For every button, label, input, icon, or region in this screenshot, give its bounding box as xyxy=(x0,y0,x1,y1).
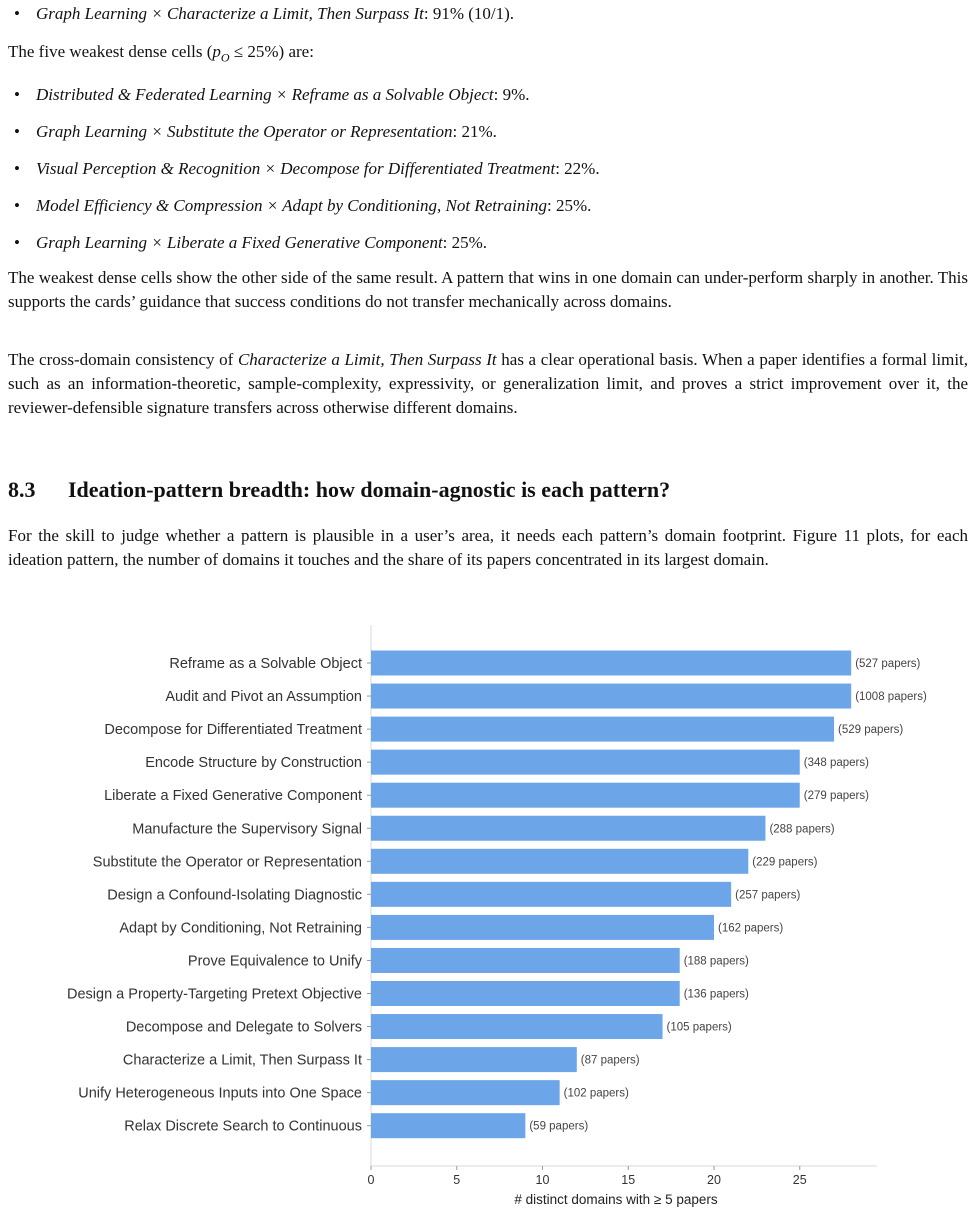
paragraph-section xyxy=(8,524,968,572)
data-label: (102 papers) xyxy=(563,1087,629,1100)
bar xyxy=(371,717,834,742)
bullet-italic: Graph Learning × Liberate a Fixed Generative Component xyxy=(36,233,443,252)
data-label: (87 papers) xyxy=(580,1054,640,1067)
x-tick-label: 20 xyxy=(707,1173,721,1187)
bullet-dot: • xyxy=(14,122,20,141)
bullet-italic: Model Efficiency & Compression × Adapt by Conditioning, Not Retraining xyxy=(36,196,548,215)
para-post: has a clear operational basis. When a paper identifies a formal limit, such as an information-theoretic, sample-complexity, expressivity, or generalization limit, and proves a strict improvement over it, the reviewer-defensible signature transfers across otherwise different domains. xyxy=(8,350,969,417)
weak-cell-bullet xyxy=(14,194,591,218)
data-label: (257 papers) xyxy=(735,889,801,902)
bullet-dot: • xyxy=(14,85,20,104)
x-tick-label: 5 xyxy=(453,1173,461,1187)
para-pre: The cross-domain consistency of xyxy=(8,350,238,369)
x-tick-label: 10 xyxy=(535,1173,550,1187)
category-label: Characterize a Limit, Then Surpass It xyxy=(122,1052,362,1069)
weakest-intro xyxy=(8,40,968,69)
category-label: Design a Confound-Isolating Diagnostic xyxy=(107,887,362,904)
bar xyxy=(371,1047,577,1072)
bullet-dot: • xyxy=(14,233,20,252)
paragraph-consistency xyxy=(8,348,968,420)
paragraph-text: The weakest dense cells show the other side of the same result. A pattern that wins in one domain can under-perform sharply in another. This supports the cards’ guidance that success conditions do not transfer mechanically across domains. xyxy=(8,268,968,311)
category-label: Adapt by Conditioning, Not Retraining xyxy=(119,920,362,937)
bullet-italic: Distributed & Federated Learning × Reframe as a Solvable Object xyxy=(36,85,494,104)
bar xyxy=(371,750,800,775)
weak-cell-bullet xyxy=(14,231,487,255)
bar xyxy=(371,1113,525,1138)
bar xyxy=(371,651,851,676)
category-label: Substitute the Operator or Representation xyxy=(92,854,362,871)
domain-breadth-chart xyxy=(0,625,976,1217)
data-label: (105 papers) xyxy=(666,1021,732,1034)
data-label: (162 papers) xyxy=(718,922,784,935)
bar xyxy=(371,882,731,907)
weak-cell-bullet xyxy=(14,157,600,181)
data-label: (136 papers) xyxy=(683,988,749,1001)
data-label: (288 papers) xyxy=(769,823,835,836)
para-italic: Characterize a Limit, Then Surpass It xyxy=(237,350,497,369)
weak-cell-bullet xyxy=(14,83,530,107)
bullet-rest: : 22%. xyxy=(555,159,600,178)
bar xyxy=(371,816,765,841)
category-label: Prove Equivalence to Unify xyxy=(187,953,362,970)
paragraph-text: For the skill to judge whether a pattern is plausible in a user’s area, it needs each pattern’s domain footprint. Figure 11 plots, for each ideation pattern, the number of domains it touches and the share of its papers concentrated in its largest domain. xyxy=(8,526,968,569)
data-label: (188 papers) xyxy=(683,955,749,968)
x-tick-label: 15 xyxy=(621,1173,636,1187)
data-label: (279 papers) xyxy=(803,790,869,803)
bar xyxy=(371,684,851,709)
category-label: Decompose for Differentiated Treatment xyxy=(104,722,362,739)
x-axis-label: # distinct domains with ≥ 5 papers xyxy=(514,1192,718,1207)
bar xyxy=(371,1014,663,1039)
intro-post: ≤ 25%) are: xyxy=(229,42,314,61)
top-bullet xyxy=(14,2,514,26)
bar xyxy=(371,1080,560,1105)
bar xyxy=(371,783,800,808)
bullet-italic: Graph Learning × Substitute the Operator or Representation xyxy=(36,122,453,141)
bullet-rest: : 21%. xyxy=(452,122,497,141)
bar xyxy=(371,948,680,973)
bar xyxy=(371,981,680,1006)
category-label: Design a Property-Targeting Pretext Objective xyxy=(67,986,362,1003)
bullet-rest: : 9%. xyxy=(493,85,530,104)
paragraph-weakest xyxy=(8,266,968,314)
bullet-dot: • xyxy=(14,4,20,23)
bullet-rest: : 25%. xyxy=(442,233,488,252)
bullet-italic: Visual Perception & Recognition × Decompose for Differentiated Treatment xyxy=(36,159,556,178)
bar xyxy=(371,915,714,940)
section-heading xyxy=(8,478,670,502)
bullet-rest: : 25%. xyxy=(547,196,592,215)
data-label: (527 papers) xyxy=(855,658,921,670)
category-label: Relax Discrete Search to Continuous xyxy=(124,1118,362,1135)
bar xyxy=(371,849,748,874)
bullet-dot: • xyxy=(14,196,20,215)
weak-cell-bullet xyxy=(14,120,497,144)
bullet-dot: • xyxy=(14,159,20,178)
category-label: Audit and Pivot an Assumption xyxy=(165,689,362,706)
data-label: (529 papers) xyxy=(838,724,904,737)
bullet-italic: Graph Learning × Characterize a Limit, Then Surpass It xyxy=(36,4,424,23)
category-label: Encode Structure by Construction xyxy=(145,755,362,772)
intro-pre: The five weakest dense cells ( xyxy=(8,42,213,61)
section-number: 8.3 xyxy=(8,477,36,502)
intro-math: p xyxy=(212,42,221,61)
category-label: Unify Heterogeneous Inputs into One Space xyxy=(78,1085,362,1102)
paragraph-text xyxy=(8,348,968,420)
x-tick-label: 25 xyxy=(792,1173,807,1187)
category-label: Manufacture the Supervisory Signal xyxy=(132,821,362,838)
bullet-rest: : 91% (10/1). xyxy=(423,4,515,23)
data-label: (59 papers) xyxy=(529,1120,589,1133)
intro-sub: O xyxy=(220,50,230,65)
section-title: Ideation-pattern breadth: how domain-agnostic is each pattern? xyxy=(68,477,671,502)
data-label: (348 papers) xyxy=(803,757,869,770)
category-label: Liberate a Fixed Generative Component xyxy=(104,788,362,805)
x-tick-label: 0 xyxy=(367,1173,375,1187)
data-label: (1008 papers) xyxy=(855,691,927,704)
category-label: Decompose and Delegate to Solvers xyxy=(125,1019,362,1036)
data-label: (229 papers) xyxy=(752,856,818,869)
category-label: Reframe as a Solvable Object xyxy=(169,656,362,672)
